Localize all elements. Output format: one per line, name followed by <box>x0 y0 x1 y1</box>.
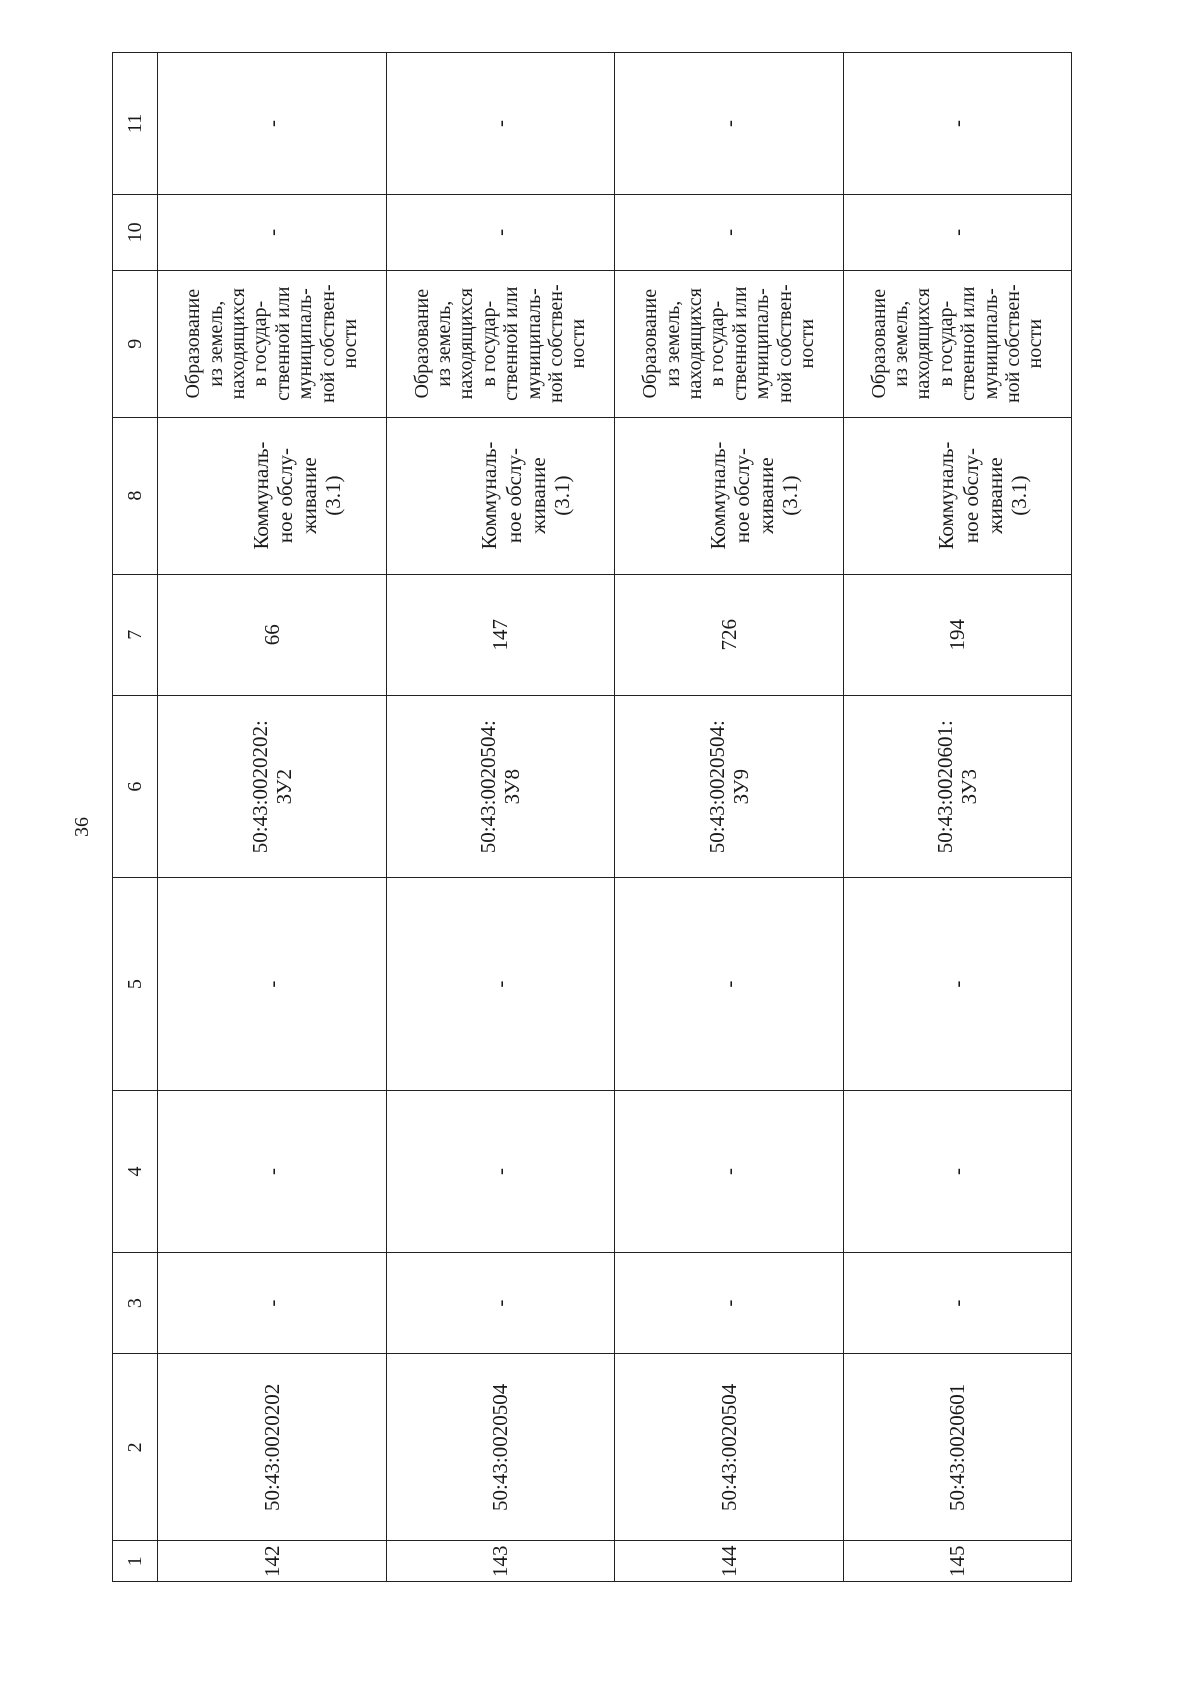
column-number-header: 8 <box>113 417 158 574</box>
col5-cell: - <box>615 878 844 1091</box>
permitted-use-cell: Коммуналь- ное обслу- живание (3.1) <box>843 417 1072 574</box>
col11-cell: - <box>843 53 1072 195</box>
quarter-number-cell: 50:43:0020504 <box>615 1354 844 1541</box>
col11-cell: - <box>615 53 844 195</box>
table-container <box>112 52 1072 1582</box>
quarter-number-cell: 50:43:0020202 <box>158 1354 387 1541</box>
formation-method-cell: Образование из земель, находящихся в государ- ственной или муниципаль- ной собствен- ности <box>158 270 387 417</box>
area-cell: 147 <box>386 574 615 696</box>
col10-cell: - <box>615 194 844 270</box>
col3-cell: - <box>843 1252 1072 1353</box>
column-number-header: 3 <box>113 1252 158 1353</box>
plot-number-cell: 50:43:0020504: ЗУ9 <box>615 696 844 878</box>
col3-cell: - <box>615 1252 844 1353</box>
area-cell: 194 <box>843 574 1072 696</box>
permitted-use-cell: Коммуналь- ное обслу- живание (3.1) <box>386 417 615 574</box>
col3-cell: - <box>386 1252 615 1353</box>
formation-method-cell: Образование из земель, находящихся в государ- ственной или муниципаль- ной собствен- ности <box>386 270 615 417</box>
row-number-cell: 145 <box>843 1541 1072 1582</box>
column-number-header: 10 <box>113 194 158 270</box>
formation-method-cell: Образование из земель, находящихся в государ- ственной или муниципаль- ной собствен- ности <box>843 270 1072 417</box>
col11-cell: - <box>386 53 615 195</box>
col3-cell: - <box>158 1252 387 1353</box>
formation-method-cell: Образование из земель, находящихся в государ- ственной или муниципаль- ной собствен- ности <box>615 270 844 417</box>
area-cell: 726 <box>615 574 844 696</box>
col4-cell: - <box>386 1090 615 1252</box>
col10-cell: - <box>158 194 387 270</box>
row-number-cell: 143 <box>386 1541 615 1582</box>
column-number-header: 1 <box>113 1541 158 1582</box>
permitted-use-cell: Коммуналь- ное обслу- живание (3.1) <box>615 417 844 574</box>
table-row <box>615 53 844 1582</box>
column-number-header: 6 <box>113 696 158 878</box>
col5-cell: - <box>158 878 387 1091</box>
column-number-header: 7 <box>113 574 158 696</box>
quarter-number-cell: 50:43:0020601 <box>843 1354 1072 1541</box>
quarter-number-cell: 50:43:0020504 <box>386 1354 615 1541</box>
permitted-use-cell: Коммуналь- ное обслу- живание (3.1) <box>158 417 387 574</box>
col4-cell: - <box>158 1090 387 1252</box>
area-cell: 66 <box>158 574 387 696</box>
column-number-header: 4 <box>113 1090 158 1252</box>
table-row <box>843 53 1072 1582</box>
col5-cell: - <box>843 878 1072 1091</box>
col5-cell: - <box>386 878 615 1091</box>
plot-number-cell: 50:43:0020601: ЗУ3 <box>843 696 1072 878</box>
col10-cell: - <box>843 194 1072 270</box>
rotated-table-frame <box>112 52 1072 1582</box>
table-row <box>158 53 387 1582</box>
column-number-header: 2 <box>113 1354 158 1541</box>
plot-number-cell: 50:43:0020504: ЗУ8 <box>386 696 615 878</box>
row-number-cell: 144 <box>615 1541 844 1582</box>
column-number-header-row <box>113 53 158 1582</box>
column-number-header: 11 <box>113 53 158 195</box>
page-number: 36 <box>71 817 93 837</box>
col4-cell: - <box>843 1090 1072 1252</box>
plot-number-cell: 50:43:0020202: ЗУ2 <box>158 696 387 878</box>
row-number-cell: 142 <box>158 1541 387 1582</box>
table-row <box>386 53 615 1582</box>
column-number-header: 9 <box>113 270 158 417</box>
column-number-header: 5 <box>113 878 158 1091</box>
land-plot-table <box>112 52 1072 1582</box>
col4-cell: - <box>615 1090 844 1252</box>
col10-cell: - <box>386 194 615 270</box>
col11-cell: - <box>158 53 387 195</box>
